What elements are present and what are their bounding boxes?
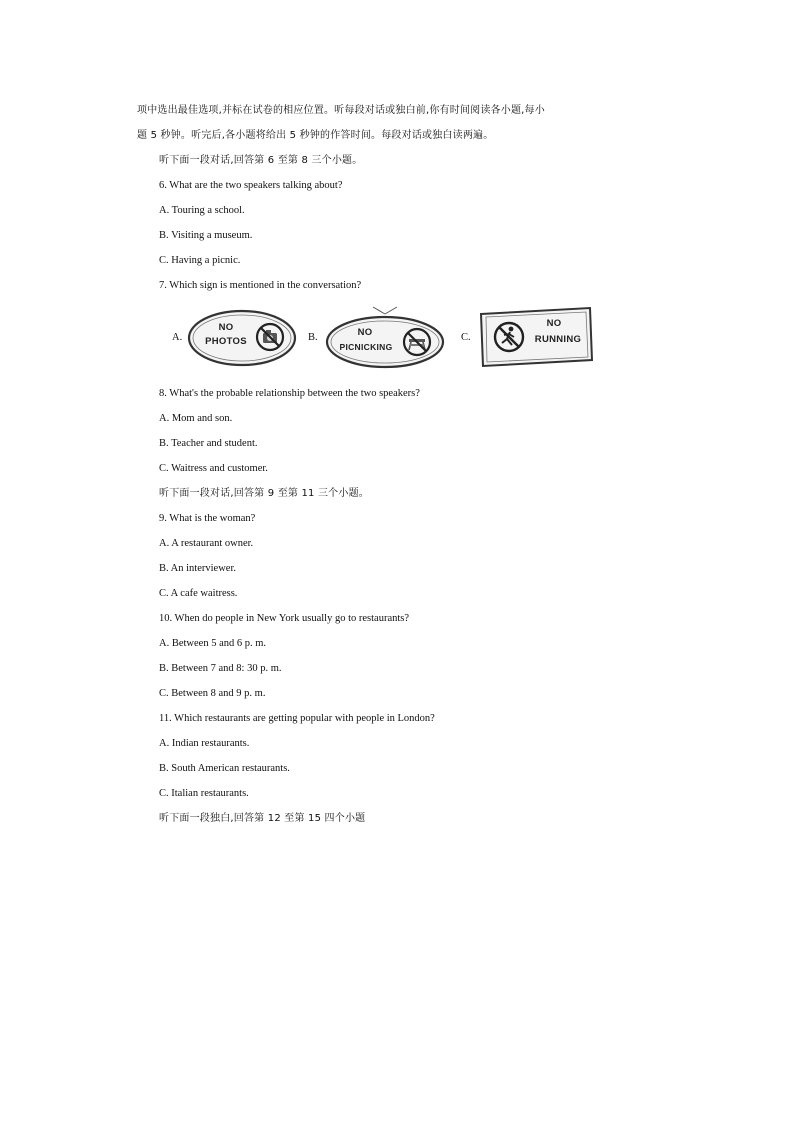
sign-a-line-1: NO: [218, 322, 234, 333]
question-8-option-a: A. Mom and son.: [159, 413, 233, 424]
question-9-option-a: A. A restaurant owner.: [159, 538, 254, 549]
question-8-option-b: B. Teacher and student.: [159, 438, 258, 449]
question-9-option-b: B. An interviewer.: [159, 563, 236, 574]
section-heading-3: 听下面一段独白,回答第 12 至第 15 四个小题: [159, 813, 366, 824]
sign-b-line-2: PICNICKING: [339, 342, 393, 352]
question-11-option-b: B. South American restaurants.: [159, 763, 290, 774]
sign-b-letter: B.: [308, 332, 318, 343]
question-10-option-a: A. Between 5 and 6 p. m.: [159, 638, 267, 649]
question-10-option-c: C. Between 8 and 9 p. m.: [159, 688, 266, 699]
sign-c-line-2: RUNNING: [534, 334, 582, 345]
question-9-option-c: C. A cafe waitress.: [159, 588, 238, 599]
section-heading-1: 听下面一段对话,回答第 6 至第 8 三个小题。: [159, 155, 363, 166]
question-11-stem: 11. Which restaurants are getting popular with people in London?: [159, 713, 435, 724]
question-8-stem: 8. What's the probable relationship between the two speakers?: [159, 388, 420, 399]
sign-a: [186, 308, 298, 368]
question-6-option-a: A. Touring a school.: [159, 205, 245, 216]
sign-b: [323, 306, 447, 370]
intro-line-1: 项中选出最佳选项,并标在试卷的相应位置。听每段对话或独白前,你有时间阅读各小题,每小: [137, 105, 545, 116]
question-10-stem: 10. When do people in New York usually go to restaurants?: [159, 613, 410, 624]
question-6-option-c: C. Having a picnic.: [159, 255, 241, 266]
question-7-stem: 7. Which sign is mentioned in the conversation?: [159, 280, 362, 291]
intro-line-2: 题 5 秒钟。听完后,各小题将给出 5 秒钟的作答时间。每段对话或独白读两遍。: [137, 130, 494, 141]
question-6-option-b: B. Visiting a museum.: [159, 230, 253, 241]
sign-a-line-2: PHOTOS: [205, 336, 247, 347]
question-6-stem: 6. What are the two speakers talking about?: [159, 180, 343, 191]
sign-a-letter: A.: [172, 332, 183, 343]
no-picnic-icon: [401, 326, 433, 358]
no-camera-icon: [254, 321, 286, 353]
section-heading-2: 听下面一段对话,回答第 9 至第 11 三个小题。: [159, 488, 369, 499]
sign-c-letter: C.: [461, 332, 471, 343]
question-10-option-b: B. Between 7 and 8: 30 p. m.: [159, 663, 282, 674]
question-9-stem: 9. What is the woman?: [159, 513, 256, 524]
sign-c: [478, 306, 594, 368]
sign-b-line-1: NO: [357, 327, 373, 338]
question-8-option-c: C. Waitress and customer.: [159, 463, 268, 474]
question-11-option-a: A. Indian restaurants.: [159, 738, 250, 749]
question-7-signs: [168, 306, 598, 372]
question-11-option-c: C. Italian restaurants.: [159, 788, 249, 799]
no-running-icon: [492, 320, 526, 354]
sign-c-line-1: NO: [546, 318, 562, 329]
